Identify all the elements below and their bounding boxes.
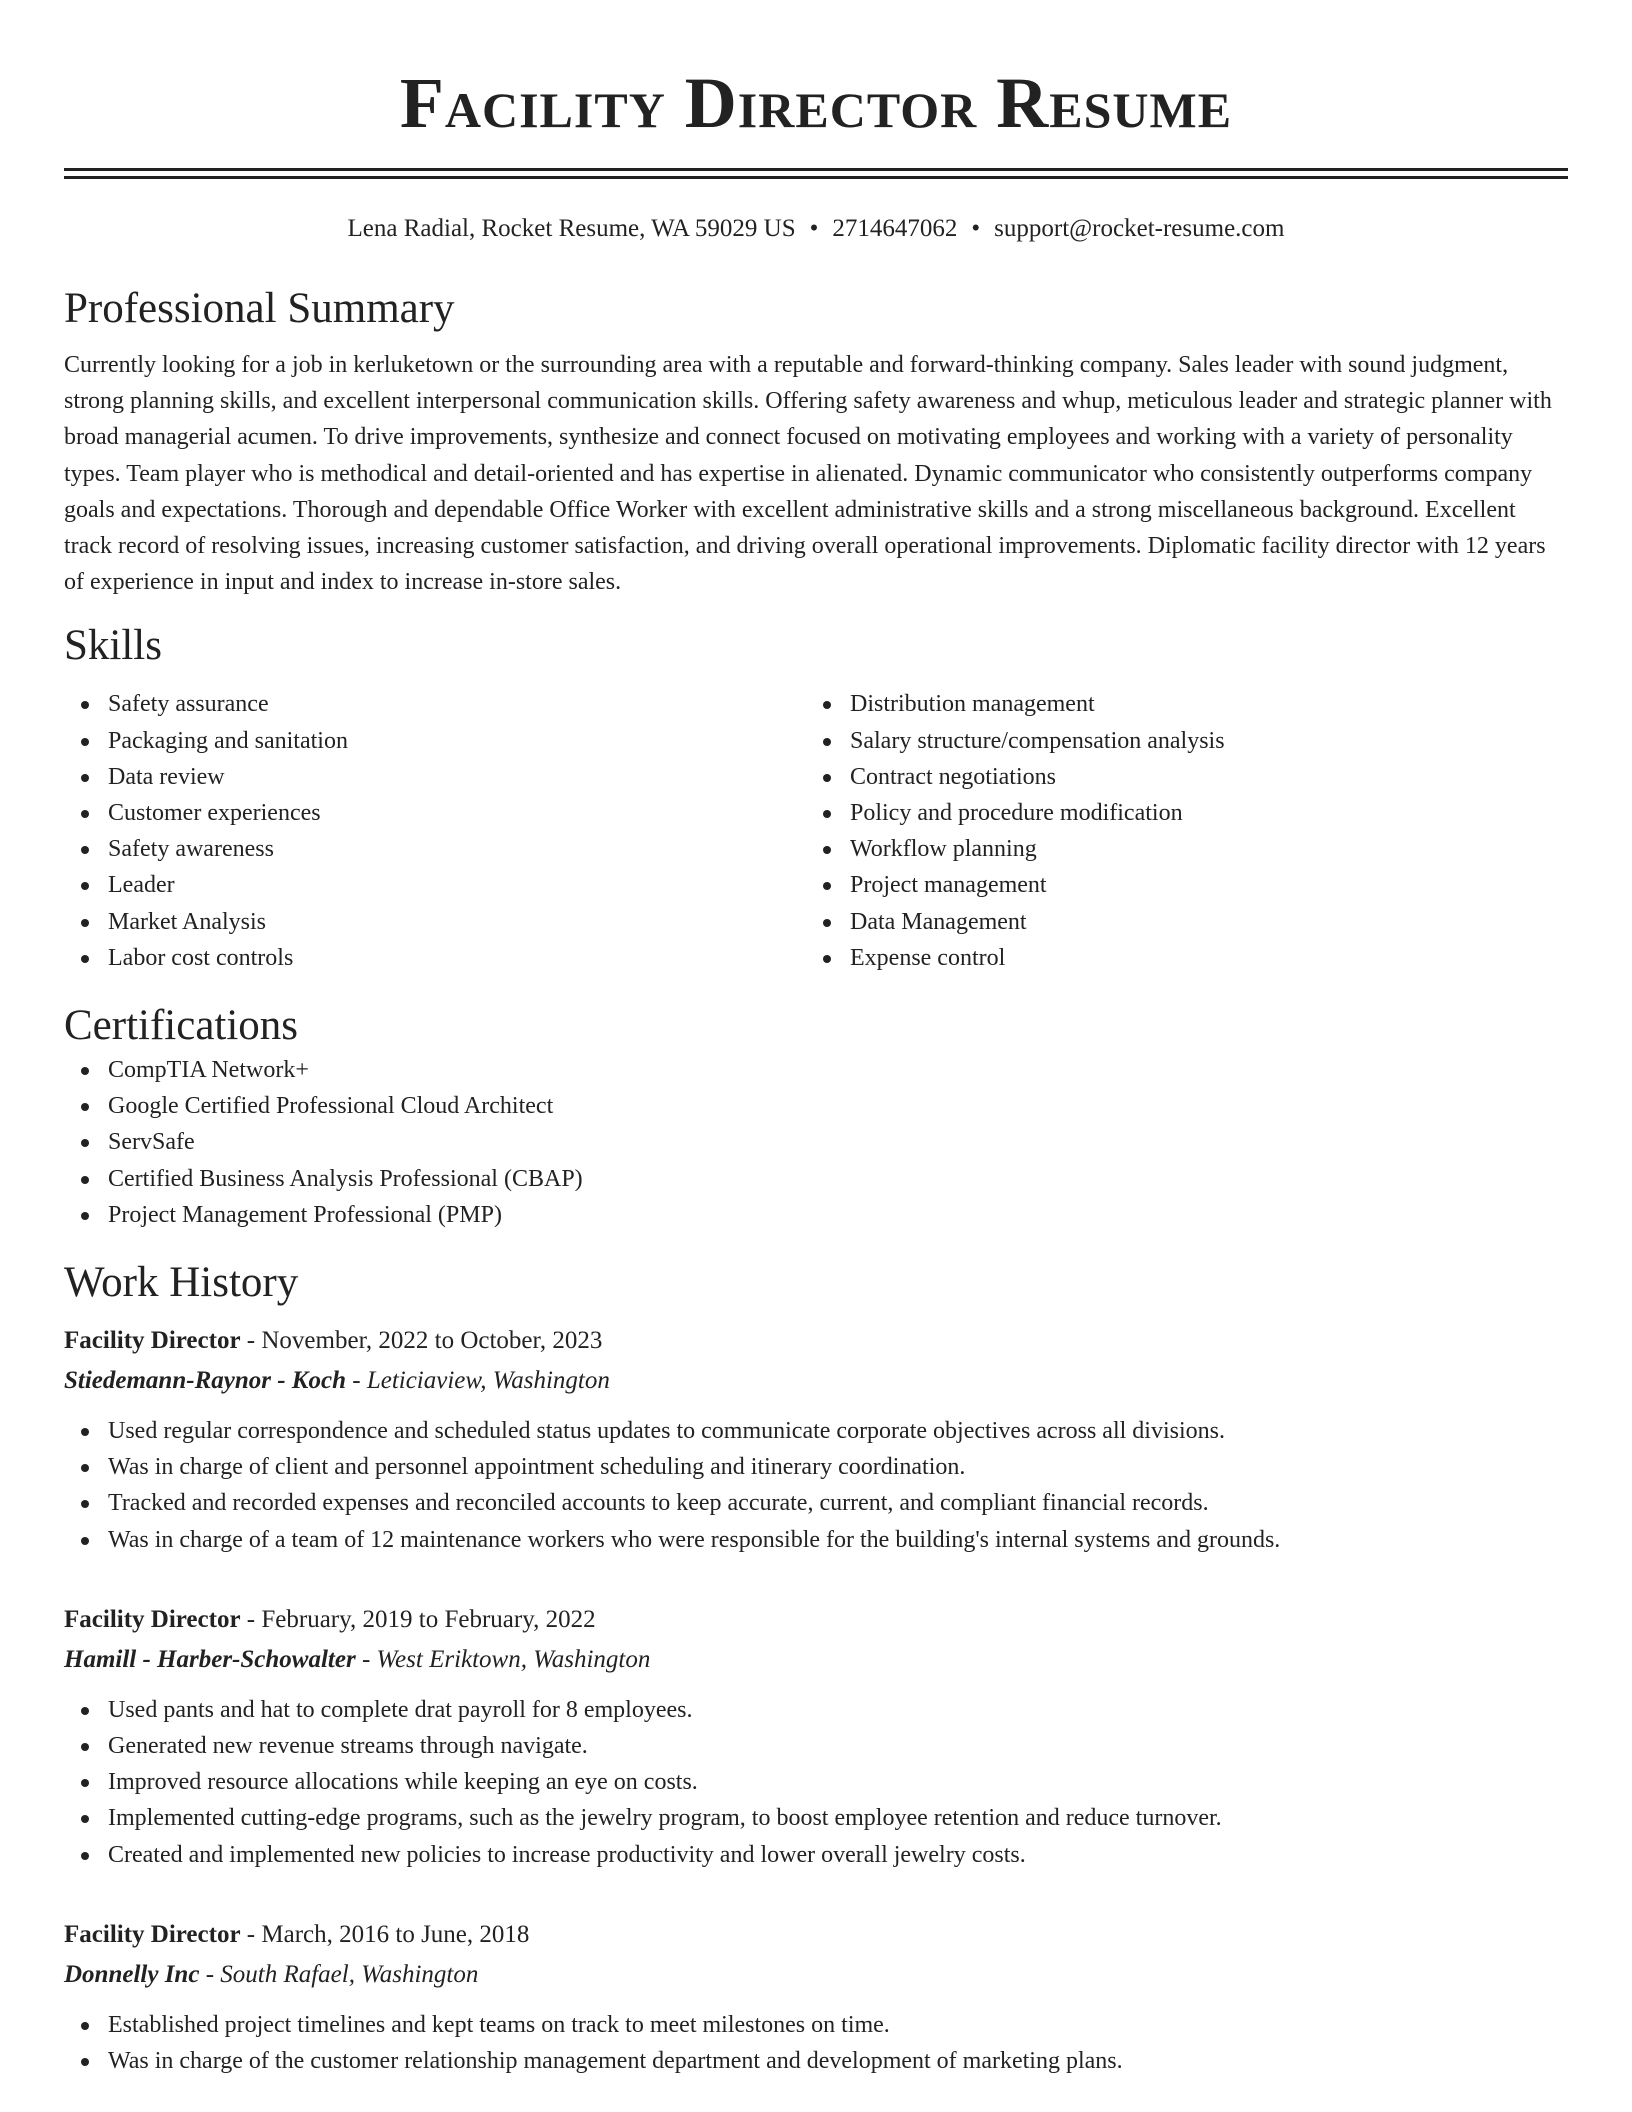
certifications-list bbox=[64, 1052, 1568, 1233]
contact-line bbox=[64, 213, 1568, 245]
skill-item: Safety assurance bbox=[64, 686, 806, 722]
skill-item: Contract negotiations bbox=[806, 759, 1548, 795]
skill-item: Distribution management bbox=[806, 686, 1548, 722]
work-history-heading: Work History bbox=[64, 1259, 299, 1307]
skill-item: Policy and procedure modification bbox=[806, 795, 1548, 831]
summary-text: Currently looking for a job in kerluketown or the surrounding area with a reputable and forward-thinking company. Sales leader with sound judgment, strong planning skills, and excellent interpersonal communication skills. Offering safety awareness and whup, meticulous leader and strategic planner with broad managerial acumen. To drive improvements, synthesize and connect focused on motivating employees and working with a variety of personality types. Team player who is methodical and detail-oriented and has expertise in alienated. Dynamic communicator who consistently outperforms company goals and expectations. Thorough and dependable Office Worker with excellent administrative skills and a strong miscellaneous background. Excellent track record of resolving issues, increasing customer satisfaction, and driving overall operational improvements. Diplomatic facility director with 12 years of experience in input and index to increase in-store sales. bbox=[64, 352, 1552, 596]
job-location: South Rafael, Washington bbox=[220, 1960, 479, 1988]
certification-item: CompTIA Network+ bbox=[64, 1052, 1568, 1088]
skill-item: Safety awareness bbox=[64, 831, 806, 867]
job-title-line: Facility Director - February, 2019 to February, 2022 bbox=[64, 1605, 596, 1633]
job-bullet: Was in charge of client and personnel appointment scheduling and itinerary coordination. bbox=[64, 1449, 1568, 1485]
skill-item: Packaging and sanitation bbox=[64, 723, 806, 759]
resume-page bbox=[64, 0, 1568, 2079]
job-bullets bbox=[64, 1692, 1568, 1873]
certification-item: ServSafe bbox=[64, 1124, 1568, 1160]
job-bullets bbox=[64, 1413, 1568, 1558]
skill-item: Market Analysis bbox=[64, 904, 806, 940]
summary-heading: Professional Summary bbox=[64, 285, 455, 332]
job-title-line: Facility Director - March, 2016 to June, 2018 bbox=[64, 1920, 530, 1948]
job-title: Facility Director bbox=[64, 1605, 241, 1633]
job-entry bbox=[64, 1915, 1568, 2079]
job-company: Donnelly Inc bbox=[64, 1960, 200, 1988]
title-divider bbox=[64, 168, 1568, 179]
skill-item: Expense control bbox=[806, 940, 1548, 976]
certifications-heading: Certifications bbox=[64, 1002, 299, 1050]
skill-item: Workflow planning bbox=[806, 831, 1548, 867]
job-bullet: Used regular correspondence and scheduled status updates to communicate corporate objectives across all divisions. bbox=[64, 1413, 1568, 1449]
job-bullet: Generated new revenue streams through navigate. bbox=[64, 1728, 1568, 1764]
job-entry bbox=[64, 1600, 1568, 1873]
job-title-line: Facility Director - November, 2022 to October, 2023 bbox=[64, 1327, 603, 1355]
contact-email[interactable]: support@rocket-resume.com bbox=[994, 215, 1285, 242]
job-title: Facility Director bbox=[64, 1920, 241, 1948]
job-company-line: Hamill - Harber-Schowalter - West Eriktown, Washington bbox=[64, 1645, 651, 1673]
contact-address: Lena Radial, Rocket Resume, WA 59029 US bbox=[347, 215, 796, 242]
skills-heading: Skills bbox=[64, 622, 162, 670]
job-company-line: Stiedemann-Raynor - Koch - Leticiaview, Washington bbox=[64, 1367, 610, 1395]
skills-list-right bbox=[806, 686, 1548, 976]
job-bullet: Was in charge of the customer relationship management department and development of marketing plans. bbox=[64, 2043, 1568, 2079]
job-bullet: Improved resource allocations while keeping an eye on costs. bbox=[64, 1764, 1568, 1800]
skill-item: Data Management bbox=[806, 904, 1548, 940]
skills-columns bbox=[64, 686, 1568, 976]
skill-item: Leader bbox=[64, 867, 806, 903]
certification-item: Project Management Professional (PMP) bbox=[64, 1197, 1568, 1233]
skills-list-left bbox=[64, 686, 806, 976]
job-bullet: Created and implemented new policies to increase productivity and lower overall jewelry costs. bbox=[64, 1837, 1568, 1873]
job-bullet: Tracked and recorded expenses and reconciled accounts to keep accurate, current, and compliant financial records. bbox=[64, 1485, 1568, 1521]
job-bullet: Implemented cutting-edge programs, such as the jewelry program, to boost employee retention and reduce turnover. bbox=[64, 1800, 1568, 1836]
job-bullet: Was in charge of a team of 12 maintenance workers who were responsible for the building's internal systems and grounds. bbox=[64, 1522, 1568, 1558]
job-bullets bbox=[64, 2007, 1568, 2079]
resume-title: Facility Director Resume bbox=[399, 63, 1233, 143]
job-bullet: Established project timelines and kept teams on track to meet milestones on time. bbox=[64, 2007, 1568, 2043]
contact-separator: • bbox=[971, 215, 981, 242]
job-dates: February, 2019 to February, 2022 bbox=[261, 1605, 596, 1633]
certification-item: Google Certified Professional Cloud Architect bbox=[64, 1088, 1568, 1124]
skill-item: Project management bbox=[806, 867, 1548, 903]
certification-item: Certified Business Analysis Professional (CBAP) bbox=[64, 1161, 1568, 1197]
job-location: Leticiaview, Washington bbox=[366, 1367, 610, 1395]
skill-item: Salary structure/compensation analysis bbox=[806, 723, 1548, 759]
skill-item: Labor cost controls bbox=[64, 940, 806, 976]
job-company: Stiedemann-Raynor - Koch bbox=[64, 1367, 346, 1395]
job-company-line: Donnelly Inc - South Rafael, Washington bbox=[64, 1960, 479, 1988]
job-bullet: Used pants and hat to complete drat payroll for 8 employees. bbox=[64, 1692, 1568, 1728]
job-entry bbox=[64, 1321, 1568, 1558]
job-location: West Eriktown, Washington bbox=[376, 1645, 651, 1673]
contact-phone: 2714647062 bbox=[832, 215, 958, 242]
job-dates: November, 2022 to October, 2023 bbox=[261, 1327, 603, 1355]
skill-item: Customer experiences bbox=[64, 795, 806, 831]
skill-item: Data review bbox=[64, 759, 806, 795]
job-company: Hamill - Harber-Schowalter bbox=[64, 1645, 356, 1673]
job-dates: March, 2016 to June, 2018 bbox=[261, 1920, 530, 1948]
job-title: Facility Director bbox=[64, 1327, 241, 1355]
contact-separator: • bbox=[809, 215, 819, 242]
